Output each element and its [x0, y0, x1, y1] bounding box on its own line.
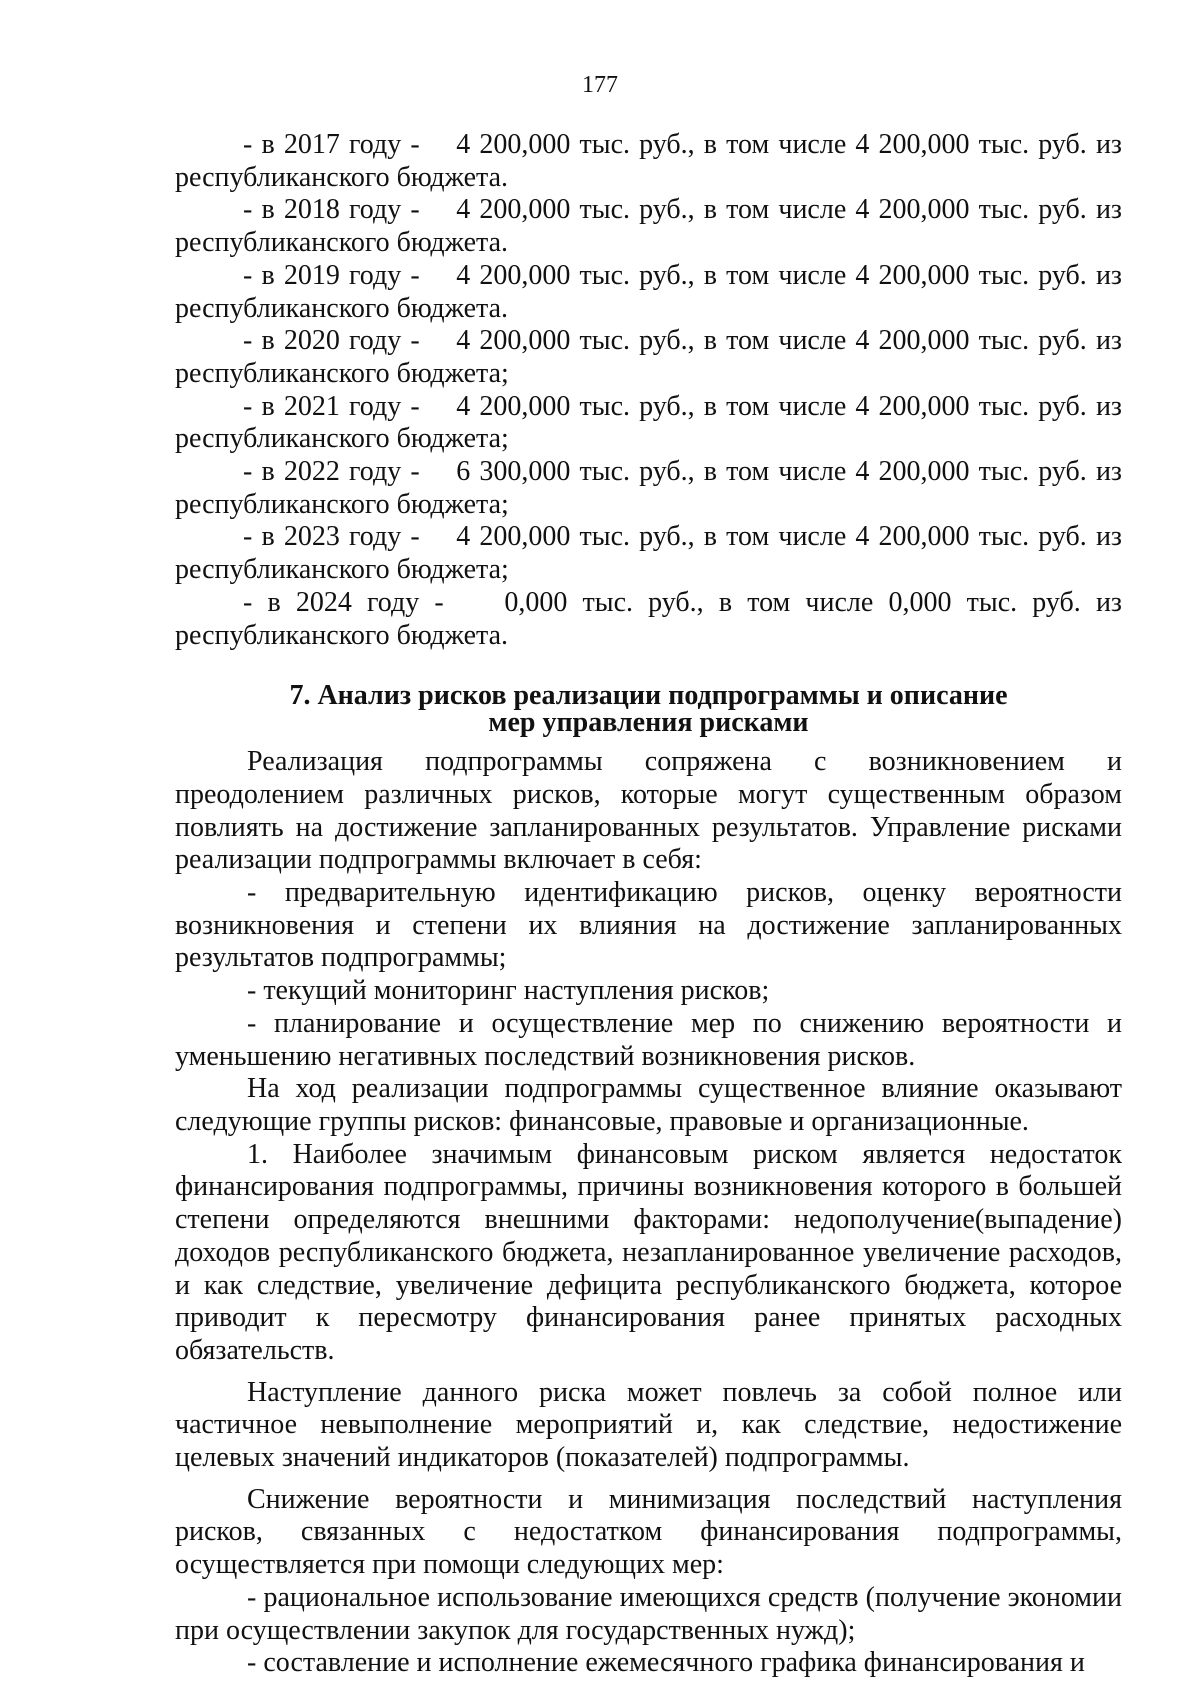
intro-paragraph: Реализация подпрограммы сопряжена с возникновением и преодолением различных рисков, которые могут существенным образом повлиять на достижение запланированных результатов. Управление рисками реализации подпрограммы включает в себя:: [175, 746, 1122, 876]
budget-list: [175, 129, 1129, 652]
management-item: - планирование и осуществление мер по снижению вероятности и уменьшению негативных последствий возникновения рисков.: [175, 1007, 1122, 1072]
budget-item-2024: - в 2024 году - 0,000 тыс. руб., в том числе 0,000 тыс. руб. из республиканского бюджета.: [175, 586, 1129, 651]
management-item: - текущий мониторинг наступления рисков;: [247, 975, 770, 1007]
financial-risk-paragraph: 1. Наиболее значимым финансовым риском является недостаток финансирования подпрограммы, причины возникновения которого в большей степени определяются внешними факторами: недополучение(выпадение) доходов республиканского бюджета, незапланированное увеличение расходов, и как следствие, увеличение дефицита республиканского бюджета, которое приводит к пересмотру финансирования ранее принятых расходных обязательств.: [175, 1138, 1122, 1366]
budget-item-2023: - в 2023 году - 4 200,000 тыс. руб., в том числе 4 200,000 тыс. руб. из республиканского бюджета;: [175, 521, 1129, 586]
consequence-paragraph: Наступление данного риска может повлечь за собой полное или частичное невыполнение мероприятий и, как следствие, недостижение целевых значений индикаторов (показателей) подпрограммы.: [175, 1376, 1122, 1474]
risk-groups-paragraph: На ход реализации подпрограммы существенное влияние оказывают следующие группы рисков: финансовые, правовые и организационные.: [175, 1073, 1122, 1137]
management-list: [175, 877, 1122, 1073]
mitigation-paragraph: Снижение вероятности и минимизация последствий наступления рисков, связанных с недостатком финансирования подпрограммы, осуществляется при помощи следующих мер:: [175, 1483, 1122, 1581]
page-number: 177: [582, 72, 618, 98]
budget-item-2017: - в 2017 году - 4 200,000 тыс. руб., в том числе 4 200,000 тыс. руб. из республиканского бюджета.: [175, 129, 1129, 193]
management-item: - предварительную идентификацию рисков, оценку вероятности возникновения и степени их влияния на достижение запланированных результатов подпрограммы;: [175, 877, 1122, 974]
section-heading-line-1: 7. Анализ рисков реализации подпрограммы и описание: [289, 680, 1008, 712]
budget-item-2018: - в 2018 году - 4 200,000 тыс. руб., в том числе 4 200,000 тыс. руб. из республиканского бюджета.: [175, 194, 1129, 259]
mitigation-item: - рациональное использование имеющихся средств (получение экономии при осуществлении закупок для государственных нужд);: [175, 1581, 1122, 1646]
section-heading-line-2: мер управления рисками: [488, 707, 809, 739]
mitigation-list: [175, 1582, 1122, 1680]
mitigation-item: - составление и исполнение ежемесячного графика финансирования и: [247, 1647, 1085, 1679]
budget-item-2020: - в 2020 году - 4 200,000 тыс. руб., в том числе 4 200,000 тыс. руб. из республиканского бюджета;: [175, 325, 1129, 389]
budget-item-2022: - в 2022 году - 6 300,000 тыс. руб., в том числе 4 200,000 тыс. руб. из республиканского бюджета;: [175, 456, 1129, 520]
page-content: [175, 129, 1129, 1680]
budget-item-2019: - в 2019 году - 4 200,000 тыс. руб., в том числе 4 200,000 тыс. руб. из республиканского бюджета.: [175, 259, 1129, 324]
section-heading: [175, 680, 1122, 739]
budget-item-2021: - в 2021 году - 4 200,000 тыс. руб., в том числе 4 200,000 тыс. руб. из республиканского бюджета;: [175, 390, 1129, 455]
